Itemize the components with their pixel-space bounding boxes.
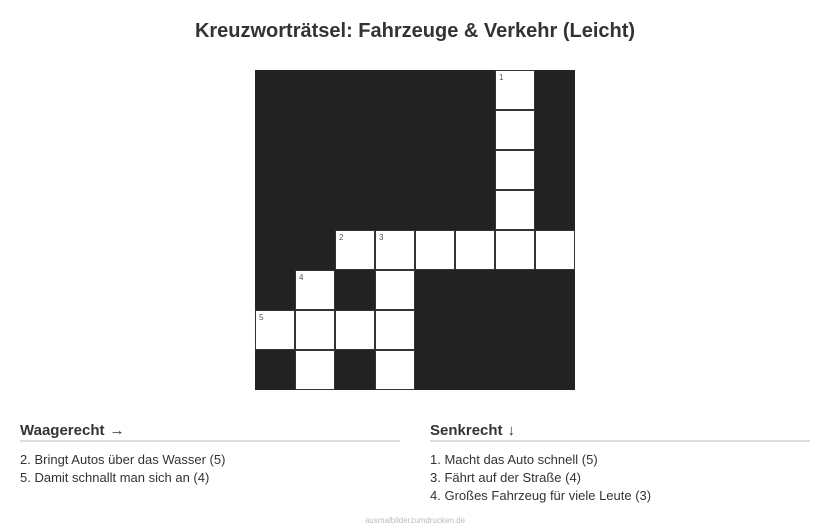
clue-number: 3: [379, 233, 384, 242]
across-clue: 5. Damit schnallt man sich an (4): [20, 470, 210, 485]
down-clue-list: [430, 451, 810, 505]
crossword-cell[interactable]: [255, 310, 295, 350]
across-heading: [20, 422, 400, 442]
crossword-cell[interactable]: [535, 230, 575, 270]
across-clues: [20, 422, 400, 487]
down-clue: 4. Großes Fahrzeug für viele Leute (3): [430, 488, 652, 503]
crossword-cell[interactable]: [335, 230, 375, 270]
crossword-cell[interactable]: [295, 310, 335, 350]
down-clue: 3. Fährt auf der Straße (4): [430, 470, 582, 485]
crossword-cell[interactable]: [375, 270, 415, 310]
crossword-cell[interactable]: [495, 110, 535, 150]
down-heading-label: Senkrecht: [430, 422, 503, 439]
crossword-cell[interactable]: [495, 70, 535, 110]
clue-number: 5: [259, 313, 264, 322]
crossword-cell[interactable]: [415, 230, 455, 270]
across-clue: 2. Bringt Autos über das Wasser (5): [20, 452, 226, 467]
clue-number: 2: [339, 233, 344, 242]
crossword-grid: [255, 70, 575, 390]
crossword-cell[interactable]: [495, 190, 535, 230]
crossword-cell[interactable]: [295, 350, 335, 390]
crossword-cell[interactable]: [335, 310, 375, 350]
crossword-cell[interactable]: [295, 270, 335, 310]
right-arrow-icon: →: [109, 422, 125, 439]
crossword-cell[interactable]: [375, 230, 415, 270]
crossword-cell[interactable]: [495, 150, 535, 190]
across-heading-label: Waagerecht: [20, 422, 105, 439]
puzzle-title: Kreuzworträtsel: Fahrzeuge & Verkehr (Leicht): [194, 20, 636, 42]
crossword-cell[interactable]: [375, 350, 415, 390]
footer-credit: ausmalbilderzumdrucken.de: [364, 516, 466, 525]
down-heading: [430, 422, 810, 442]
crossword-cell[interactable]: [455, 230, 495, 270]
across-clue-list: [20, 451, 400, 487]
down-clues: [430, 422, 810, 505]
down-arrow-icon: ↓: [507, 422, 516, 439]
crossword-cell[interactable]: [495, 230, 535, 270]
down-clue: 1. Macht das Auto schnell (5): [430, 452, 598, 467]
clue-number: 4: [299, 273, 304, 282]
clue-number: 1: [499, 73, 504, 82]
crossword-cell[interactable]: [375, 310, 415, 350]
